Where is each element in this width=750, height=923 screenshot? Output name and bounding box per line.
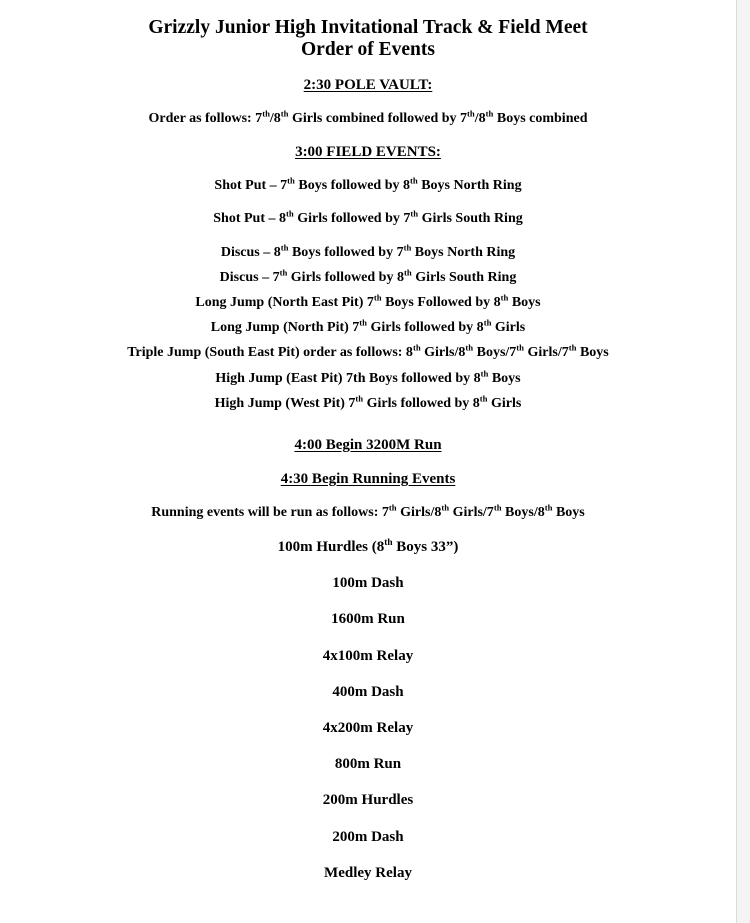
running-events-order: Running events will be run as follows: 7th Girls/8th Girls/7th Boys/8th Boys bbox=[151, 502, 585, 520]
field-event-high-jump-girls: High Jump (West Pit) 7th Girls followed by 8th Girls bbox=[214, 393, 522, 411]
field-event-long-jump-girls: Long Jump (North Pit) 7th Girls followed by 8th Girls bbox=[210, 317, 526, 335]
running-events-heading: 4:30 Begin Running Events bbox=[280, 471, 456, 487]
run-3200-heading: 4:00 Begin 3200M Run bbox=[294, 437, 442, 453]
document-subtitle: Order of Events bbox=[301, 39, 435, 60]
running-event: 4x200m Relay bbox=[322, 720, 414, 736]
pole-vault-order: Order as follows: 7th/8th Girls combined followed by 7th/8th Boys combined bbox=[148, 108, 588, 126]
running-event: Medley Relay bbox=[324, 865, 412, 881]
running-event: 400m Dash bbox=[332, 684, 404, 700]
page-edge-shadow bbox=[736, 0, 750, 923]
field-event-discus-girls: Discus – 7th Girls followed by 8th Girls South Ring bbox=[219, 267, 517, 285]
field-event-high-jump-boys: High Jump (East Pit) 7th Boys followed by 8th Boys bbox=[215, 368, 521, 386]
field-event-shot-put-boys: Shot Put – 7th Boys followed by 8th Boys North Ring bbox=[214, 175, 522, 193]
field-event-discus-boys: Discus – 8th Boys followed by 7th Boys North Ring bbox=[220, 242, 516, 260]
running-event: 800m Run bbox=[334, 756, 402, 772]
field-event-long-jump-boys: Long Jump (North East Pit) 7th Boys Followed by 8th Boys bbox=[195, 292, 541, 310]
field-event-triple-jump: Triple Jump (South East Pit) order as follows: 8th Girls/8th Boys/7th Girls/7th Boys bbox=[127, 342, 609, 360]
running-event: 1600m Run bbox=[331, 611, 405, 627]
field-event-shot-put-girls: Shot Put – 8th Girls followed by 7th Girls South Ring bbox=[213, 208, 523, 226]
running-event: 200m Hurdles bbox=[322, 792, 414, 808]
running-event: 200m Dash bbox=[332, 829, 404, 845]
pole-vault-heading: 2:30 POLE VAULT: bbox=[303, 77, 433, 93]
running-event: 4x100m Relay bbox=[322, 648, 414, 664]
running-event-100m-hurdles: 100m Hurdles (8th Boys 33”) bbox=[277, 538, 459, 555]
running-event: 100m Dash bbox=[332, 575, 404, 591]
field-events-heading: 3:00 FIELD EVENTS: bbox=[295, 144, 441, 160]
document-title: Grizzly Junior High Invitational Track & Field Meet bbox=[148, 17, 588, 38]
